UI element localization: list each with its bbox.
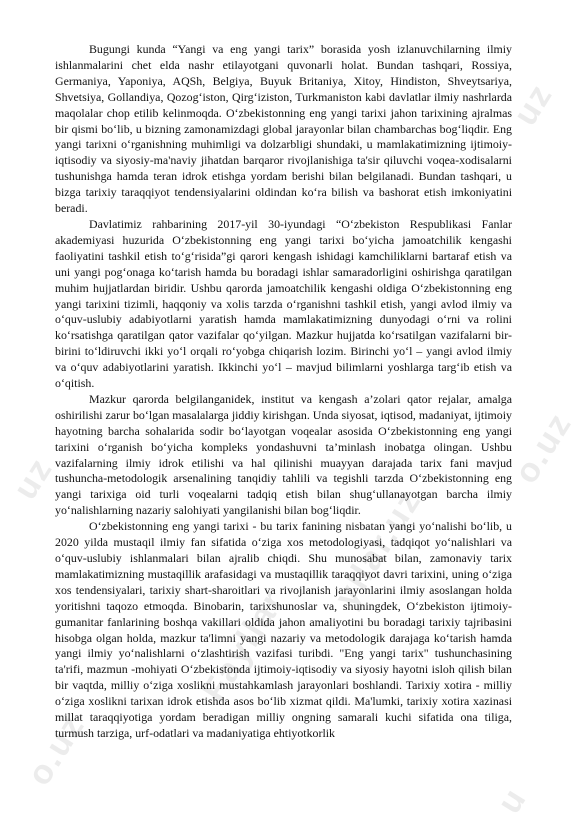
watermark: u — [490, 780, 535, 821]
watermark: uz — [506, 76, 561, 133]
paragraph: Davlatimiz rahbarining 2017-yil 30-iyundagi “O‘zbekiston Respublikasi Fanlar akademiyasi huzurida O‘zbekistonning eng yangi tarixi bo‘yicha jamoatchilik kengashi faoliyatini tashkil etish to‘g‘risida”gi qarori kengash ishidagi kamchiliklarni bartaraf etish va uni yangi pog‘onaga ko‘tarish hamda bu boradagi ishlar samaradorligini oshirishga qaratilgan muhim hujjatlardan biridir. Ushbu qarorda jamoatchilik kengashi oldiga O‘zbekistonning eng yangi tarixini tizimli, haqqoniy va xolis tarzda o‘rganishni tashkil etish, yangi avlod ilmiy va o‘quv-uslubiy adabiyotlarni yaratish hamda mamlakatimizning dunyodagi o‘rni va rolini ko‘rsatishga qaratilgan qator vazifalar qo‘yilgan. Mazkur hujjatda ko‘rsatilgan vazifalarni bir-birini to‘ldiruvchi ikki yo‘l orqali ro‘yobga chiqarish lozim. Birinchi yo‘l – yangi avlod ilmiy va o‘quv adabiyotlarini yaratish. Ikkinchi yo‘l – mavjud bilimlarni yoshlarga targ‘ib etish va o‘qitish. — [55, 216, 512, 391]
paragraph: O‘zbekistonning eng yangi tarixi - bu tarix fanining nisbatan yangi yo‘nalishi bo‘lib, u 2020 yilda mustaqil ilmiy fan sifatida o‘ziga xos metodologiyasi, tadqiqot yo‘nalishlari va o‘quv-uslubiy ishlanmalari bilan ajralib chiqdi. Shu munosabat bilan, zamonaviy tarix mamlakatimizning mustaqillik arafasidagi va mustaqillik taraqqiyot davri tarixini, uning o‘ziga xos tendensiyalari, tarixiy shart-sharoitlari va rivojlanish jarayonlarini ilmiy asoslangan holda yoritishni taqozo etmoqda. Binobarin, tarixshunoslar va, shuningdek, O‘zbekiston ijtimoiy-gumanitar fanlarining boshqa vakillari oldida jahon amaliyotini bu boradagi tarixiy tajribasini hisobga olgan holda, mazkur ta'limni yangi nazariy va metodologik darajaga ko‘tarish hamda yangi ilmiy yo‘nalishlarni o‘zlashtirish vazifasi turibdi. "Eng yangi tarix" tushunchasining ta'rifi, mazmun -mohiyati O‘zbekistonda ijtimoiy-iqtisodiy va siyosiy hayotni isloh qilish bilan bir vaqtda, milliy o‘ziga xoslikni mustahkamlash jarayonlari boshlandi. Tarixiy xotira - milliy o‘ziga xoslikni tarixan idrok etishda asos bo‘lib xizmat qildi. Ma'lumki, tarixiy xotira xazinasi millat taraqqiyotiga yordam beradigan milliy ongning samarali kuchi sifatida ona tiliga, turmush tarziga, urf-odatlari va madaniyatiga ehtiyotkorlik — [55, 519, 512, 740]
document-body — [55, 42, 512, 742]
paragraph: Mazkur qarorda belgilanganidek, institut va kengash a’zolari qator rejalar, amalga oshirilishi zarur bo‘lgan masalalarga jiddiy kirishgan. Unda siyosat, iqtisod, madaniyat, ijtimoiy hayotning barcha sohalarida sodir bo‘layotgan voqealar asosida O‘zbekistonning eng yangi tarixini o‘rganish bo‘yicha kompleks yondashuvni ta’minlash inobatga olingan. Ushbu vazifalarning ilmiy idrok etilishi va hal qilinishi muayyan darajada tarix fani mavjud tushuncha-metodologik arsenalining tanqidiy tahlili va tegishli tarzda O‘zbekistonning eng yangi tarixiga oid turli voqealarni tadqiq etish bilan shug‘ullanayotgan barcha ilmiy yo‘nalishlarning nazariy salohiyati yangilanishi bilan bog‘liqdir. — [55, 391, 512, 518]
watermark: yllar.uz — [327, 482, 429, 615]
paragraph: Bugungi kunda “Yangi va eng yangi tarix” borasida yosh izlanuvchilarning ilmiy ishlanmalarini chet elda nashr etilayotgani quvonarli holat. Bundan tashqari, Rossiya, Germaniya, Yaponiya, AQSh, Belgiya, Buyuk Britaniya, Xitoy, Hindiston, Shveytsariya, Shvetsiya, Gollandiya, Qozog‘iston, Qirg‘iziston, Turkmaniston kabi davlatlar ilmiy nashrlarda maqolalar chop etilib kelinmoqda. O‘zbekistonning eng yangi tarixi jahon tarixining ajralmas bir qismi bo‘lib, u bizning zamonamizdagi global jarayonlar bilan chambarchas bog‘liqdir. Eng yangi tarixni o‘rganishning muhimligi va dolzarbligi shundaki, u mamlakatimizning ijtimoiy-iqtisodiy va siyosiy-ma'naviy jihatdan barqaror rivojlanishiga ta'sir qiluvchi voqea-xodisalarni tushunishga hamda teran idrok etishga yordam berishi bilan belgilanadi. Bundan tashqari, u bizga tarixiy taraqqiyot tendensiyalarini oldindan ko‘ra bilish va bashorat etish imkoniyatini beradi. — [55, 42, 512, 216]
watermark: o.uz — [507, 405, 580, 491]
watermark: uz — [6, 450, 61, 507]
watermark: o.uz — [20, 707, 93, 793]
watermark: Fayllar — [195, 583, 293, 709]
